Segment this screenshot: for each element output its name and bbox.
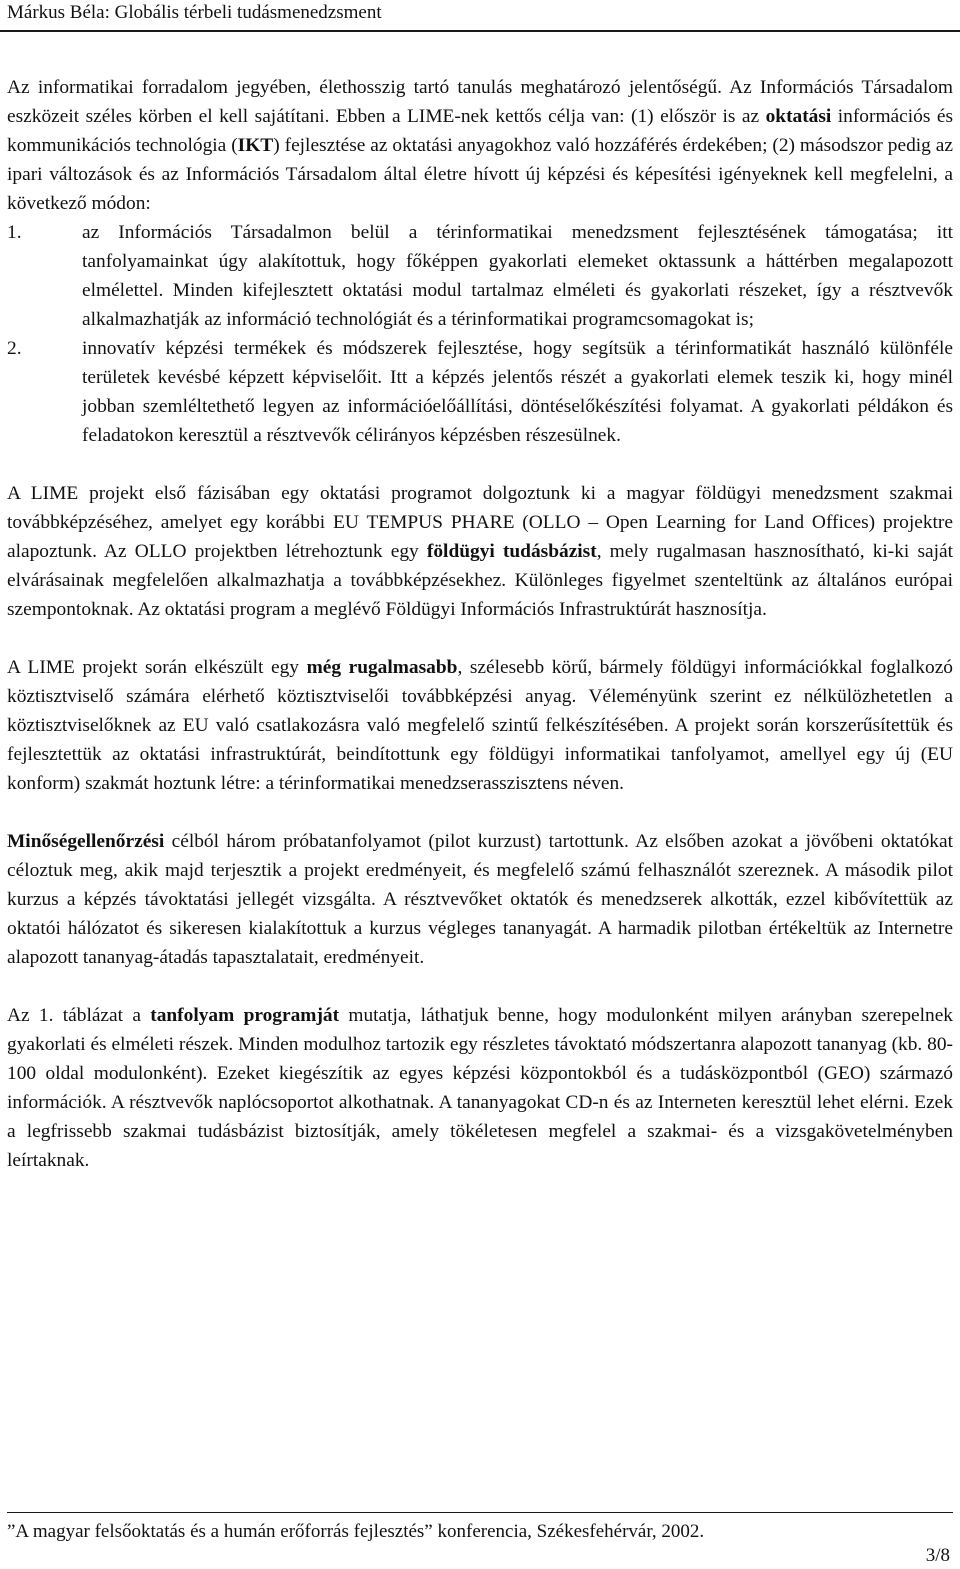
paragraph-spacer — [7, 798, 953, 827]
list-item-text: innovatív képzési termékek és módszerek fejlesztése, hogy segítsük a térinformatikát használó különféle területek kevésbé képzett képviselőit. Itt a képzés jelentős részét a gyakorlati elemek teszik ki, hogy minél jobban szemléltethető legyen az információelőállítási, döntéselőkészítési folyamat. A gyakorlati példákon és feladatokon keresztül a résztvevők célirányos képzésben részesülnek. — [82, 338, 953, 446]
bold-minosegellenorzesi: Minőségellenőrzési — [7, 831, 165, 852]
running-header-title: Márkus Béla: Globális térbeli tudásmenedzsment — [7, 2, 382, 23]
paragraph-text: Az 1. táblázat a — [7, 1005, 151, 1026]
paragraph-text: mutatja, láthatjuk benne, hogy modulonként milyen arányban szerepelnek gyakorlati és elméleti részek. Minden modulhoz tartozik egy részletes távoktató módszertanra alapozott tananyag (kb. 80-100 oldal modulonként). Ezeket kiegészítik az egyes képzési központokból és a tudásközpontból (GEO) származó információk. A résztvevők naplócsoportot alkothatnak. A tananyagokat CD-n és az Interneten keresztül lehet elérni. Ezek a legfrissebb szakmai tudásbázist biztosítják, amely tökéletesen megfelel a szakmai- és a vizsgakövetelményben leírtaknak. — [7, 1005, 954, 1171]
paragraph-course-program — [7, 1001, 953, 1175]
paragraph-lime-first-phase — [7, 479, 953, 624]
bold-tanfolyam-programjat: tanfolyam programját — [150, 1005, 340, 1026]
page-header — [0, 0, 960, 36]
paragraph-spacer — [7, 972, 953, 1001]
paragraph-lime-results — [7, 653, 953, 798]
intro-bold-oktatasi: oktatási — [765, 106, 832, 127]
footer-conference: ”A magyar felsőoktatás és a humán erőforrás fejlesztés” konferencia, Székesfehérvár, 2002. — [7, 1521, 705, 1542]
list-item-text: az Információs Társadalmon belül a térinformatikai menedzsment fejlesztésének támogatása; itt tanfolyamainkat úgy alakítottuk, hogy főképpen gyakorlati elemeket oktassunk a háttérben megalapozott elmélettel. Minden kifejlesztett oktatási modul tartalmaz elméleti és gyakorlati részeket, így a résztvevők alkalmazhatják az információ technológiát és a térinformatikai programcsomagokat is; — [82, 222, 953, 330]
page-number: 3/8 — [925, 1545, 950, 1566]
list-number: 2. — [7, 338, 22, 359]
numbered-list — [7, 218, 953, 450]
bold-foldugyi-tudasbazis: földügyi tudásbázist — [426, 541, 597, 562]
paragraph-spacer — [7, 624, 953, 653]
paragraph-text: , mely rugalmasan hasznosítható, ki-ki saját elvárásainak megfelelően alkalmazhatja a továbbképzésekhez. Különleges figyelmet szenteltünk az általános európai szempontoknak. Az oktatási program a meglévő Földügyi Információs Infrastruktúrát hasznosítja. — [7, 541, 953, 620]
paragraph-text: célból három próbatanfolyamot (pilot kurzust) tartottunk. Az elsőben azokat a jövőbeni oktatókat céloztuk meg, akik majd terjesztik a projekt eredményeit, és megfelelő számú felhasználót szereznek. A második pilot kurzus a képzés távoktatási jellegét vizsgálta. A résztvevőket oktatók és menedzserek alkották, ezzel kibővítettük az oktatói hálózatot és sikeresen kialakítottuk a kurzus végleges tananyagát. A harmadik pilotban értékeltük az Internetre alapozott tananyag-átadás tapasztalatait, eredményeit. — [7, 831, 953, 968]
footer-rule — [7, 1512, 953, 1513]
paragraph-spacer — [7, 450, 953, 479]
list-item — [7, 334, 953, 450]
document-body — [7, 73, 953, 1175]
list-item — [7, 218, 953, 334]
list-number: 1. — [7, 222, 22, 243]
bold-meg-rugalmasabb: még rugalmasabb — [306, 657, 458, 678]
paragraph-text: A LIME projekt első fázisában egy oktatási programot dolgoztunk ki a magyar földügyi menedzsment szakmai továbbképzéséhez, amelyet egy korábbi EU TEMPUS PHARE (OLLO – Open Learning for Land Offices) projektre alapoztunk. Az OLLO projektben létrehoztunk egy — [7, 483, 953, 562]
paragraph-text: A LIME projekt során elkészült egy — [7, 657, 307, 678]
header-rule — [0, 30, 960, 32]
intro-text-1: Az informatikai forradalom jegyében, élethosszig tartó tanulás meghatározó jelentőségű. Az Információs Társadalom eszközeit széles körben el kell sajátítani. Ebben a LIME-nek kettős célja van: (1) először is az — [7, 77, 953, 127]
paragraph-quality-control — [7, 827, 953, 972]
intro-text-3: ) fejlesztése az oktatási anyagokhoz való hozzáférés érdekében; (2) másodszor pedig az ipari változások és az Információs Társadalom által életre hívott új képzési és képesítési igényeknek kell megfelelni, a következő módon: — [7, 135, 954, 214]
paragraph-text: , szélesebb körű, bármely földügyi információkkal foglalkozó köztisztviselő számára elérhető köztisztviselői továbbképzési anyag. Véleményünk szerint ez nélkülözhetetlen a köztisztviselőknek az EU való csatlakozásra való megfelelő szintű felkészítésében. A projekt során korszerűsítettük és fejlesztettük az oktatási infrastruktúrát, beindítottunk egy földügyi informatikai tanfolyamot, amellyel egy új (EU konform) szakmát hoztunk létre: a térinformatikai menedzserasszisztens néven. — [7, 657, 953, 794]
intro-text-2: információs és kommunikációs technológia ( — [7, 106, 954, 156]
paragraph-intro — [7, 73, 953, 218]
intro-bold-ikt: IKT — [237, 135, 274, 156]
